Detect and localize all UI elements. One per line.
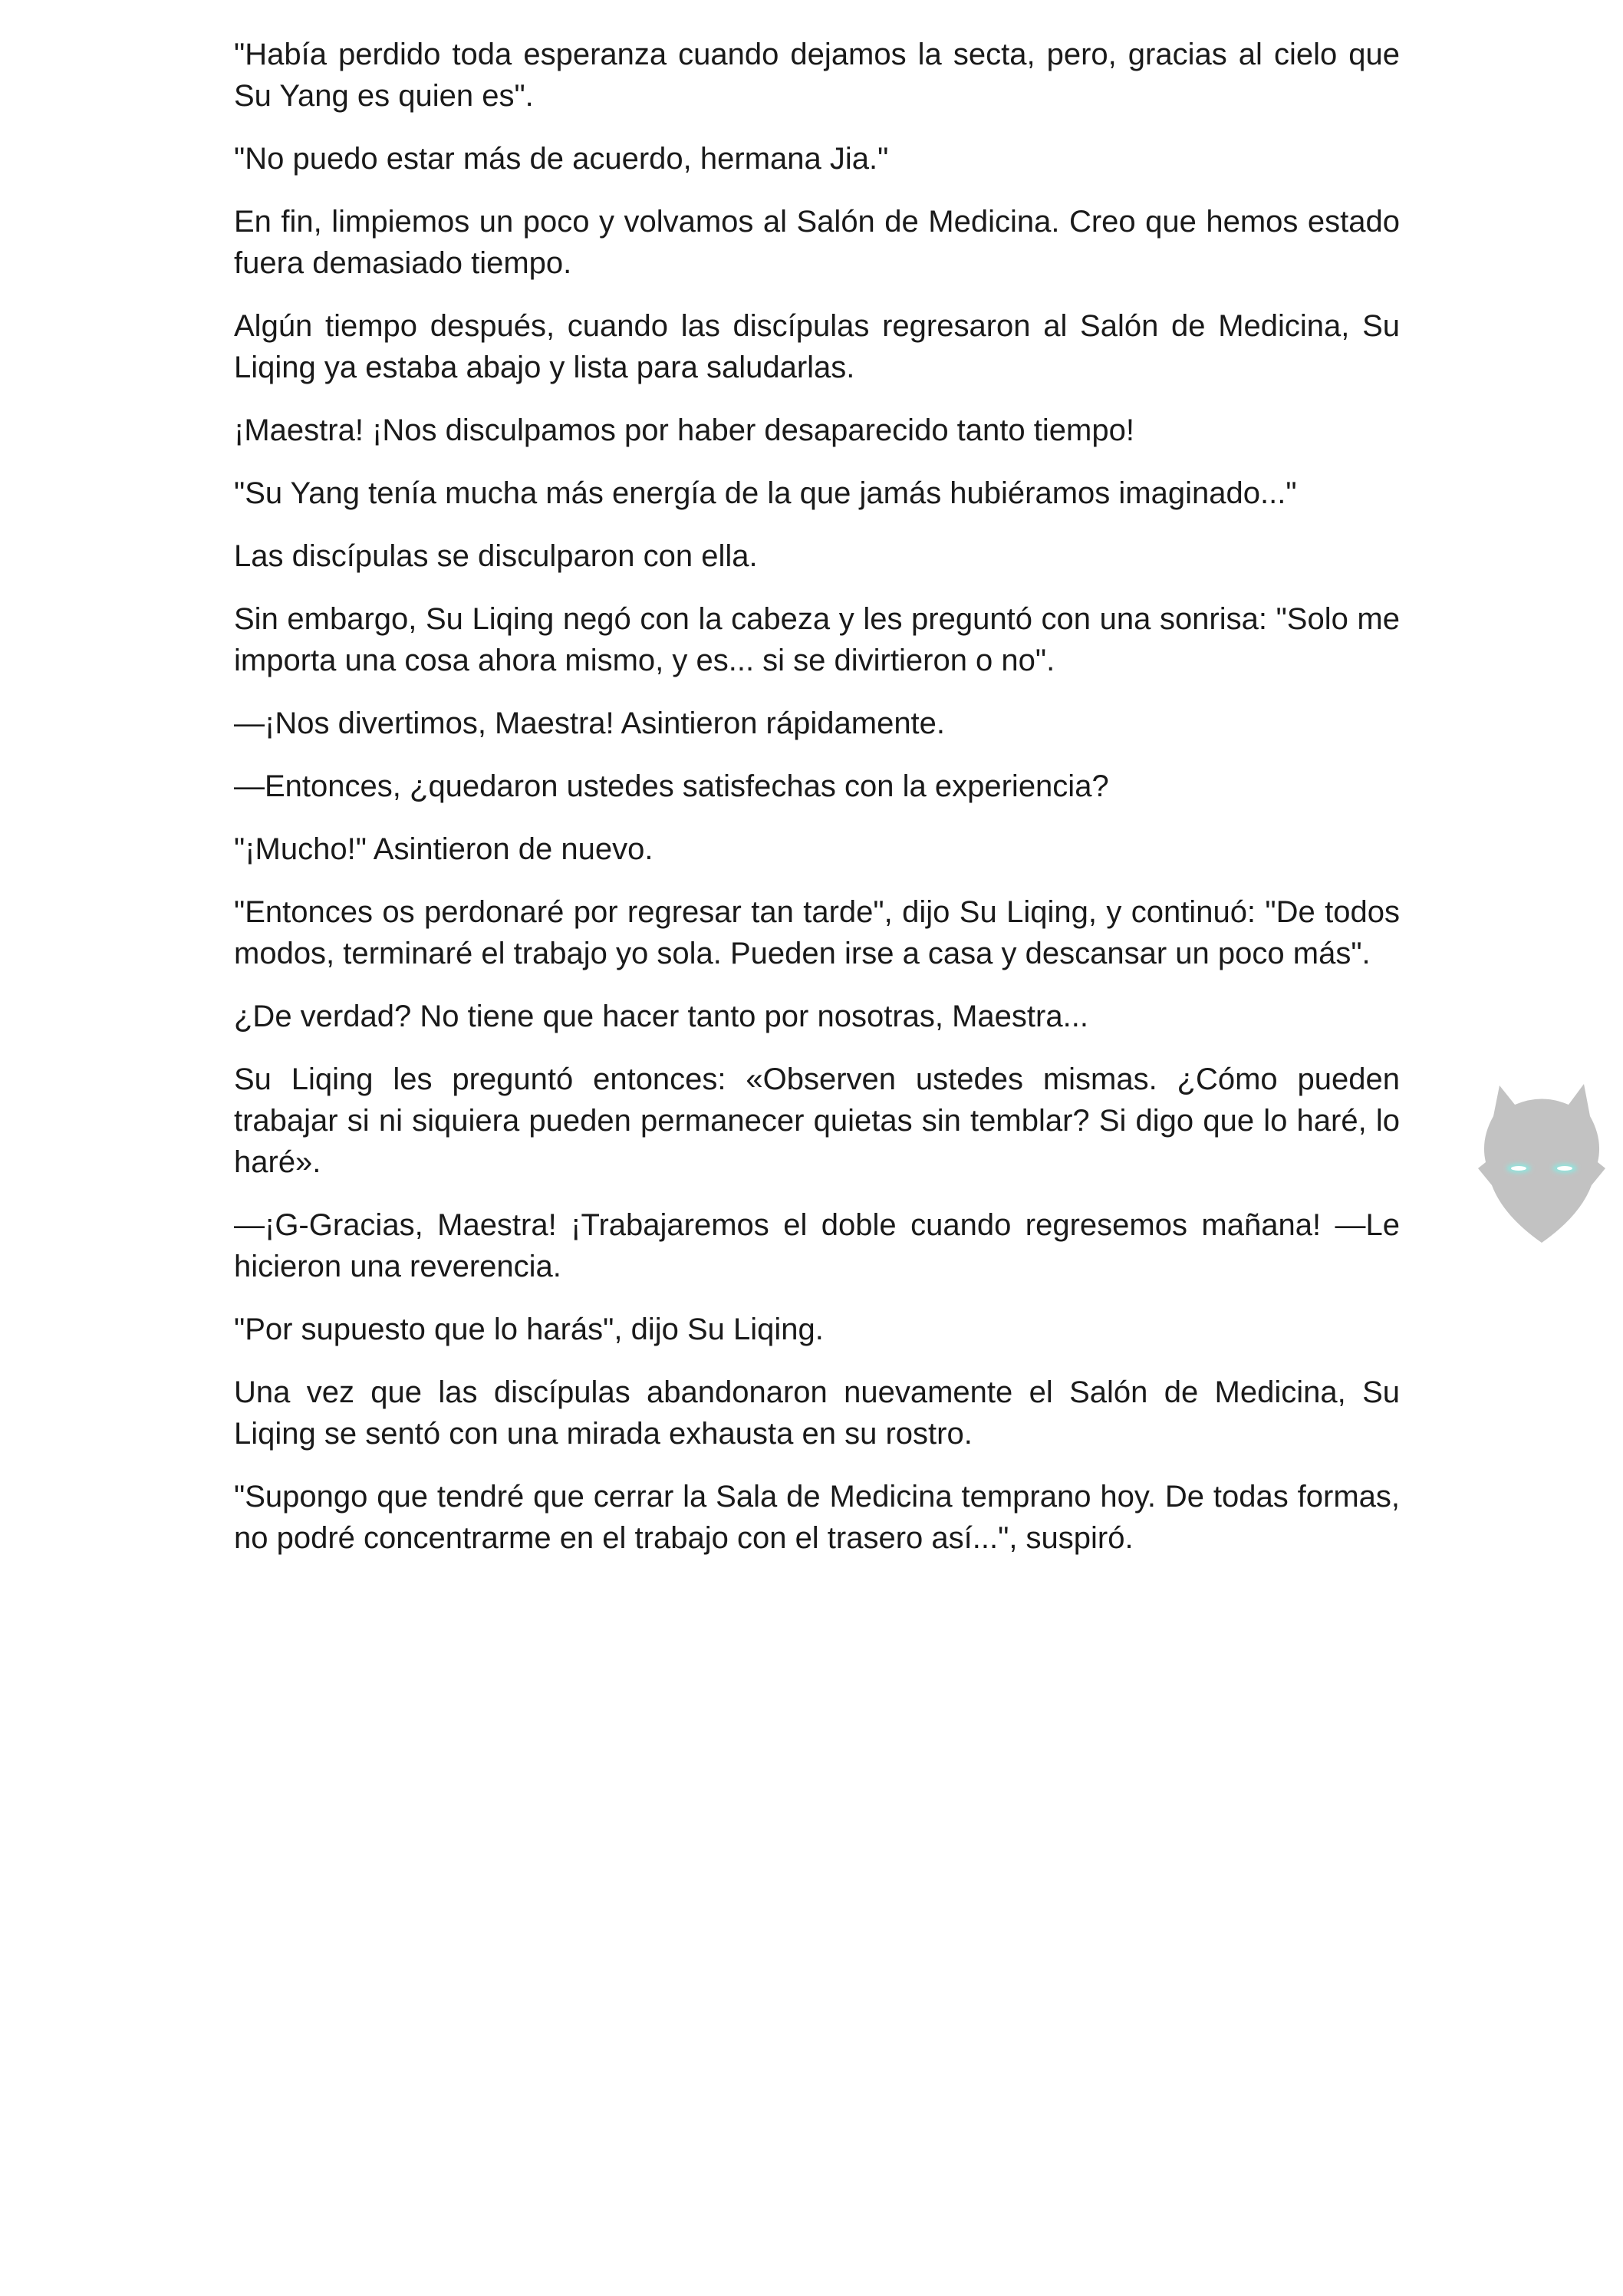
paragraph: "Entonces os perdonaré por regresar tan tarde", dijo Su Liqing, y continuó: "De todos modos, terminaré el trabajo yo sola. Pueden irse a casa y descansar un poco más". [234,895,1400,970]
paragraph: —Entonces, ¿quedaron ustedes satisfechas con la experiencia? [234,769,1109,803]
paragraph: ¡Maestra! ¡Nos disculpamos por haber desaparecido tanto tiempo! [234,413,1134,447]
paragraph: ¿De verdad? No tiene que hacer tanto por nosotras, Maestra... [234,1000,1088,1033]
paragraph: Sin embargo, Su Liqing negó con la cabeza y les preguntó con una sonrisa: "Solo me importa una cosa ahora mismo, y es... si se divirtieron o no". [234,602,1400,677]
paragraph: —¡Nos divertimos, Maestra! Asintieron rápidamente. [234,707,946,740]
paragraph: "Había perdido toda esperanza cuando dejamos la secta, pero, gracias al cielo que Su Yang es quien es". [234,38,1400,113]
document-body [234,34,1400,1580]
paragraph: "Supongo que tendré que cerrar la Sala de Medicina temprano hoy. De todas formas, no podré concentrarme en el trabajo con el trasero así...", suspiró. [234,1480,1400,1555]
paragraph: "¡Mucho!" Asintieron de nuevo. [234,832,653,866]
paragraph: Una vez que las discípulas abandonaron nuevamente el Salón de Medicina, Su Liqing se sentó con una mirada exhausta en su rostro. [234,1375,1400,1451]
paragraph: Algún tiempo después, cuando las discípulas regresaron al Salón de Medicina, Su Liqing ya estaba abajo y lista para saludarlas. [234,309,1400,384]
paragraph: —¡G-Gracias, Maestra! ¡Trabajaremos el doble cuando regresemos mañana! —Le hicieron una reverencia. [234,1208,1400,1283]
paragraph: "Por supuesto que lo harás", dijo Su Liqing. [234,1313,824,1346]
paragraph: En fin, limpiemos un poco y volvamos al Salón de Medicina. Creo que hemos estado fuera demasiado tiempo. [234,205,1400,280]
demon-head-icon [1469,1070,1615,1247]
paragraph: Las discípulas se disculparon con ella. [234,539,758,573]
paragraph: "Su Yang tenía mucha más energía de la que jamás hubiéramos imaginado..." [234,476,1297,510]
paragraph: "No puedo estar más de acuerdo, hermana Jia." [234,142,889,176]
paragraph: Su Liqing les preguntó entonces: «Observen ustedes mismas. ¿Cómo pueden trabajar si ni siquiera pueden permanecer quietas sin temblar? Si digo que lo haré, lo haré». [234,1062,1400,1179]
